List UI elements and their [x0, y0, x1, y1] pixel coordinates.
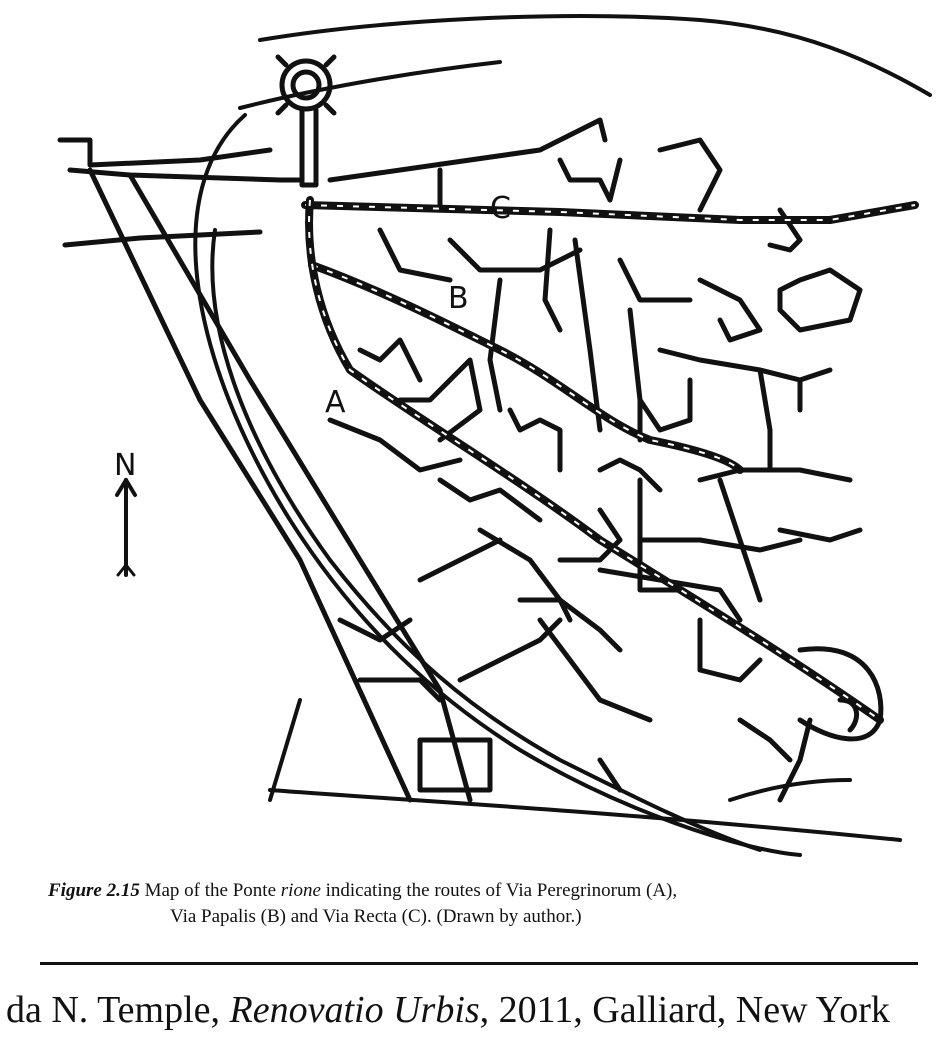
citation-book-title: Renovatio Urbis	[229, 989, 480, 1031]
route-label-b: B	[448, 281, 469, 316]
north-arrow-icon	[114, 448, 136, 575]
route-a-via-peregrinorum	[309, 200, 880, 720]
route-label-c: C	[490, 191, 511, 226]
caption-rione-word: rione	[280, 880, 321, 901]
route-label-a: A	[325, 385, 346, 420]
north-label: N	[114, 448, 137, 483]
caption-divider	[40, 962, 918, 965]
caption-text-line2: Via Papalis (B) and Via Recta (C). (Drawn by author.)	[170, 906, 582, 927]
figure-label: Figure 2.15	[48, 880, 140, 901]
castel-sant-angelo-icon	[278, 57, 334, 185]
source-citation	[6, 988, 936, 1032]
route-c-via-recta	[305, 205, 915, 220]
figure-caption	[48, 878, 908, 930]
citation-rest: , 2011, Galliard, New York	[479, 989, 890, 1031]
caption-text-1: Map of the Ponte	[139, 880, 281, 901]
caption-text-2: indicating the routes of Via Peregrinorum (A),	[320, 880, 678, 901]
citation-author: da N. Temple,	[6, 989, 230, 1031]
